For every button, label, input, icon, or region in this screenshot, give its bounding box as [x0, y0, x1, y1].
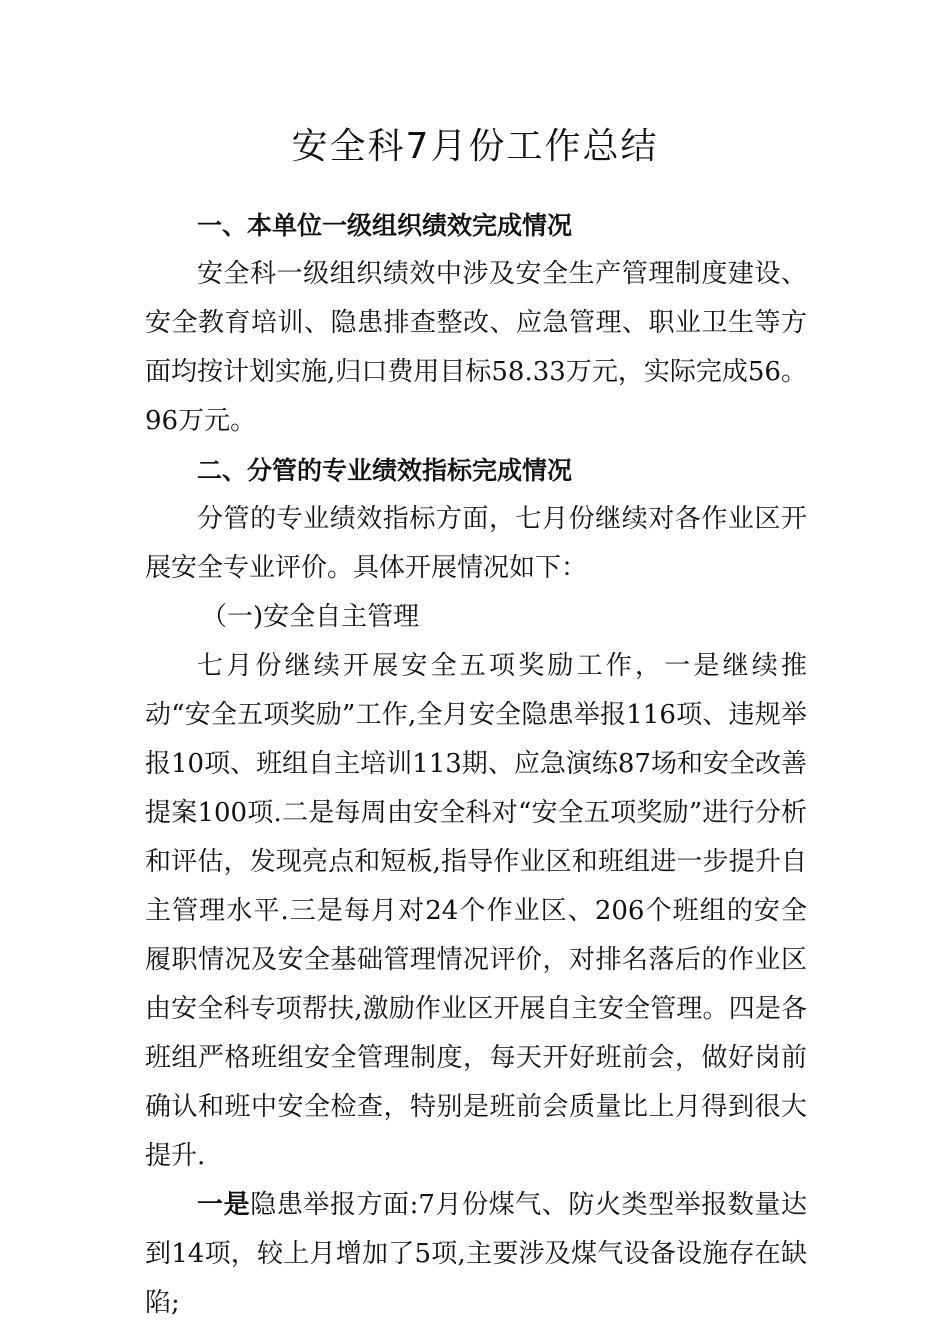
- document-title: 安全科7月份工作总结: [291, 126, 659, 167]
- section-2-heading: 二、分管的专业绩效指标完成情况: [197, 456, 573, 485]
- section-1-paragraph: 安全科一级组织绩效中涉及安全生产管理制度建设、安全教育培训、隐患排查整改、应急管理、职业卫生等方面均按计划实施,归口费用目标58.33万元，实际完成56。96万元。: [145, 259, 807, 436]
- section-2-paragraph: 分管的专业绩效指标方面，七月份继续对各作业区开展安全专业评价。具体开展情况如下：: [145, 504, 807, 583]
- section-1-heading: 一、本单位一级组织绩效完成情况: [197, 211, 573, 240]
- hazard-report-text: 隐患举报方面:7月份煤气、防火类型举报数量达到14项，较上月增加了5项,主要涉及煤气设备设施存在缺陷;: [145, 1190, 807, 1318]
- subsection-1-heading: （一)安全自主管理: [201, 602, 420, 632]
- hazard-report-paragraph: [145, 1181, 807, 1328]
- hazard-report-lead: 一是: [197, 1190, 251, 1220]
- document-body: [145, 201, 807, 1328]
- subsection-1-paragraph: 七月份继续开展安全五项奖励工作，一是继续推动“安全五项奖励”工作,全月安全隐患举报116项、违规举报10项、班组自主培训113期、应急演练87场和安全改善提案100项.二是每周由安全科对“安全五项奖励”进行分析和评估，发现亮点和短板,指导作业区和班组进一步提升自主管理水平.三是每月对24个作业区、206个班组的安全履职情况及安全基础管理情况评价，对排名落后的作业区由安全科专项帮扶,激励作业区开展自主安全管理。四是各班组严格班组安全管理制度，每天开好班前会，做好岗前确认和班中安全检查，特别是班前会质量比上月得到很大提升.: [145, 651, 807, 1171]
